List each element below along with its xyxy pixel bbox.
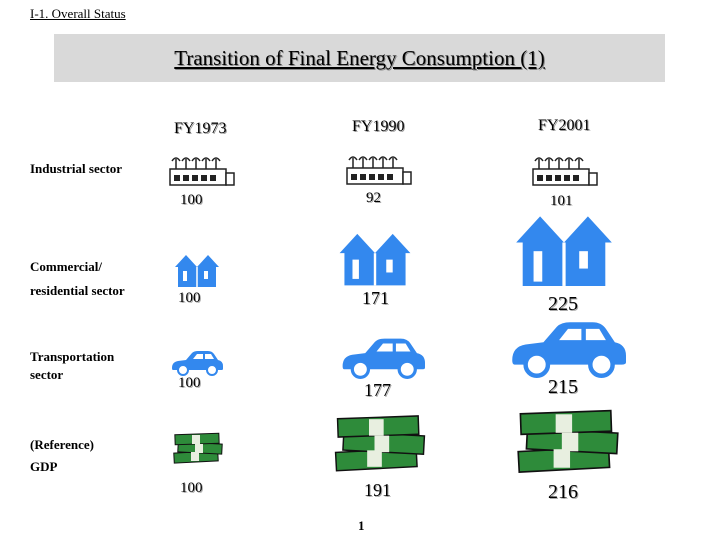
year-header-1990: FY1990	[352, 118, 405, 135]
residential-value-1973: 100	[178, 290, 201, 306]
factory-icon	[343, 152, 415, 188]
year-header-2001: FY2001	[538, 117, 591, 134]
industrial-value-1990: 92	[366, 190, 381, 206]
gdp-value-2001: 216	[548, 481, 578, 503]
row-label-line: Transportation	[30, 349, 115, 364]
title-band	[54, 34, 665, 82]
page-title: Transition of Final Energy Consumption (1)	[174, 46, 545, 70]
row-label-line: Commercial/	[30, 259, 102, 274]
page-number: 1	[358, 518, 365, 533]
section-tag: I-1. Overall Status	[30, 6, 126, 21]
factory-icon	[166, 153, 238, 189]
transport-value-1990: 177	[364, 380, 391, 400]
row-label-transport	[30, 348, 114, 384]
row-label-line: sector	[30, 367, 64, 382]
row-label-gdp	[30, 436, 94, 476]
money-stack-icon	[512, 404, 624, 478]
industrial-value-2001: 101	[550, 193, 573, 209]
money-stack-icon	[172, 430, 224, 466]
house-icon	[338, 230, 412, 286]
car-icon	[170, 350, 224, 376]
car-icon	[500, 320, 636, 378]
house-icon	[174, 253, 220, 287]
factory-icon	[527, 153, 603, 189]
row-label-residential	[30, 258, 125, 300]
residential-value-1990: 171	[362, 288, 389, 308]
row-label-line: GDP	[30, 459, 58, 474]
transport-value-2001: 215	[548, 376, 578, 398]
row-label-industrial	[30, 160, 122, 178]
transport-value-1973: 100	[178, 375, 201, 391]
residential-value-2001: 225	[548, 293, 578, 315]
row-label-line: residential sector	[30, 283, 125, 298]
row-label-line: Industrial sector	[30, 161, 123, 176]
row-label-line: (Reference)	[30, 437, 94, 452]
car-icon	[338, 337, 428, 379]
house-icon	[514, 212, 614, 286]
industrial-value-1973: 100	[180, 192, 203, 208]
gdp-value-1990: 191	[364, 480, 391, 500]
gdp-value-1973: 100	[180, 480, 203, 496]
year-header-1973: FY1973	[174, 120, 227, 137]
money-stack-icon	[330, 410, 430, 476]
